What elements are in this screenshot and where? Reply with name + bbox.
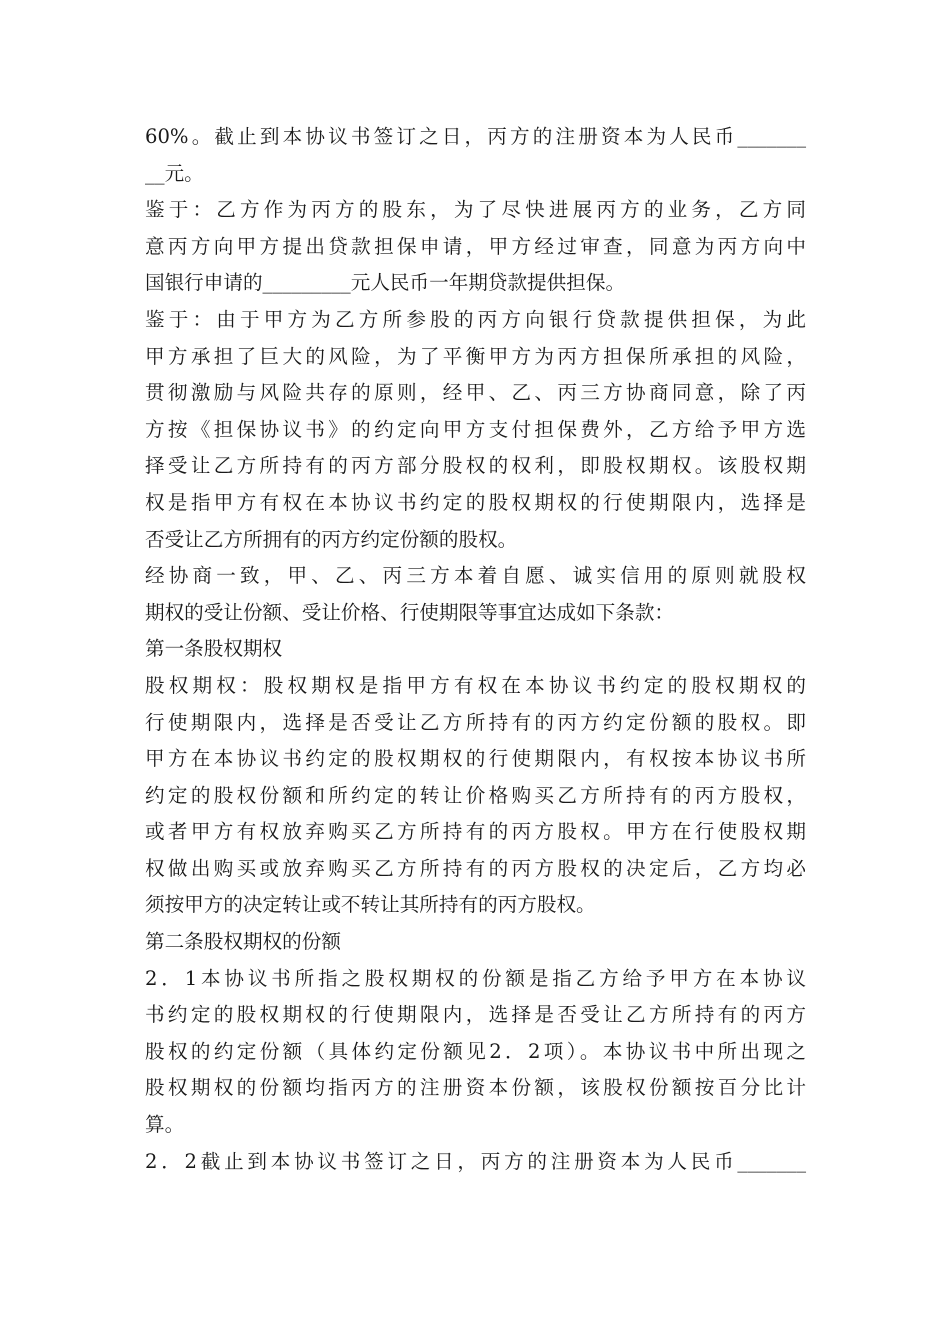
section-heading: 第二条股权期权的份额 (145, 930, 341, 954)
text-line: 意丙方向甲方提出贷款担保申请，甲方经过审查，同意为丙方向中 (145, 234, 806, 258)
text-line: 股权期权的份额均指丙方的注册资本份额，该股权份额按百分比计 (145, 1076, 806, 1100)
text-line: 须按甲方的决定转让或不转让其所持有的丙方股权。 (145, 893, 596, 917)
text-line: 2．2截止到本协议书签订之日，丙方的注册资本为人民币_______ (145, 1149, 806, 1173)
text-line: 鉴于：由于甲方为乙方所参股的丙方向银行贷款提供担保，为此 (145, 307, 806, 331)
clause-2-1 (145, 961, 806, 1144)
text-line: 甲方在本协议书约定的股权期权的行使期限内，有权按本协议书所 (145, 747, 806, 771)
text-line: 股权期权：股权期权是指甲方有权在本协议书约定的股权期权的 (145, 673, 806, 697)
paragraph-consensus (145, 558, 806, 631)
text-line: 行使期限内，选择是否受让乙方所持有的丙方约定份额的股权。即 (145, 710, 806, 734)
text-line: 否受让乙方所拥有的丙方约定份额的股权。 (145, 527, 518, 551)
clause-2-2 (145, 1144, 806, 1181)
paragraph-registered-capital-continued (145, 119, 806, 192)
text-line: 甲方承担了巨大的风险，为了平衡甲方为丙方担保所承担的风险， (145, 344, 806, 368)
text-line: 权是指甲方有权在本协议书约定的股权期权的行使期限内，选择是 (145, 490, 806, 514)
text-line: 国银行申请的_________元人民币一年期贷款提供担保。 (145, 271, 626, 295)
text-line: 方按《担保协议书》的约定向甲方支付担保费外，乙方给予甲方选 (145, 417, 806, 441)
text-line: 股权的约定份额（具体约定份额见2．2项）。本协议书中所出现之 (145, 1039, 806, 1063)
text-line: 书约定的股权期权的行使期限内，选择是否受让乙方所持有的丙方 (145, 1003, 806, 1027)
text-line: 贯彻激励与风险共存的原则，经甲、乙、丙三方协商同意，除了丙 (145, 381, 806, 405)
paragraph-whereas-risk-balance (145, 302, 806, 558)
paragraph-equity-option-definition (145, 668, 806, 924)
text-line: 2．1本协议书所指之股权期权的份额是指乙方给予甲方在本协议 (145, 966, 806, 990)
text-line: 权做出购买或放弃购买乙方所持有的丙方股权的决定后，乙方均必 (145, 856, 806, 880)
text-line: 约定的股权份额和所约定的转让价格购买乙方所持有的丙方股权， (145, 783, 806, 807)
article-2-heading (145, 924, 806, 961)
text-line: 择受让乙方所持有的丙方部分股权的权利，即股权期权。该股权期 (145, 454, 806, 478)
text-line: 期权的受让份额、受让价格、行使期限等事宜达成如下条款： (145, 600, 675, 624)
text-line: 或者甲方有权放弃购买乙方所持有的丙方股权。甲方在行使股权期 (145, 820, 806, 844)
paragraph-whereas-loan-guarantee (145, 192, 806, 302)
document-page (145, 119, 806, 1180)
text-line: 经协商一致，甲、乙、丙三方本着自愿、诚实信用的原则就股权 (145, 564, 806, 588)
text-line: __元。 (145, 161, 204, 185)
section-heading: 第一条股权期权 (145, 637, 283, 661)
text-line: 鉴于：乙方作为丙方的股东，为了尽快进展丙方的业务，乙方同 (145, 198, 806, 222)
text-line: 60%。截止到本协议书签订之日，丙方的注册资本为人民币_______ (145, 125, 806, 148)
article-1-heading (145, 631, 806, 668)
text-line: 算。 (145, 1113, 185, 1137)
